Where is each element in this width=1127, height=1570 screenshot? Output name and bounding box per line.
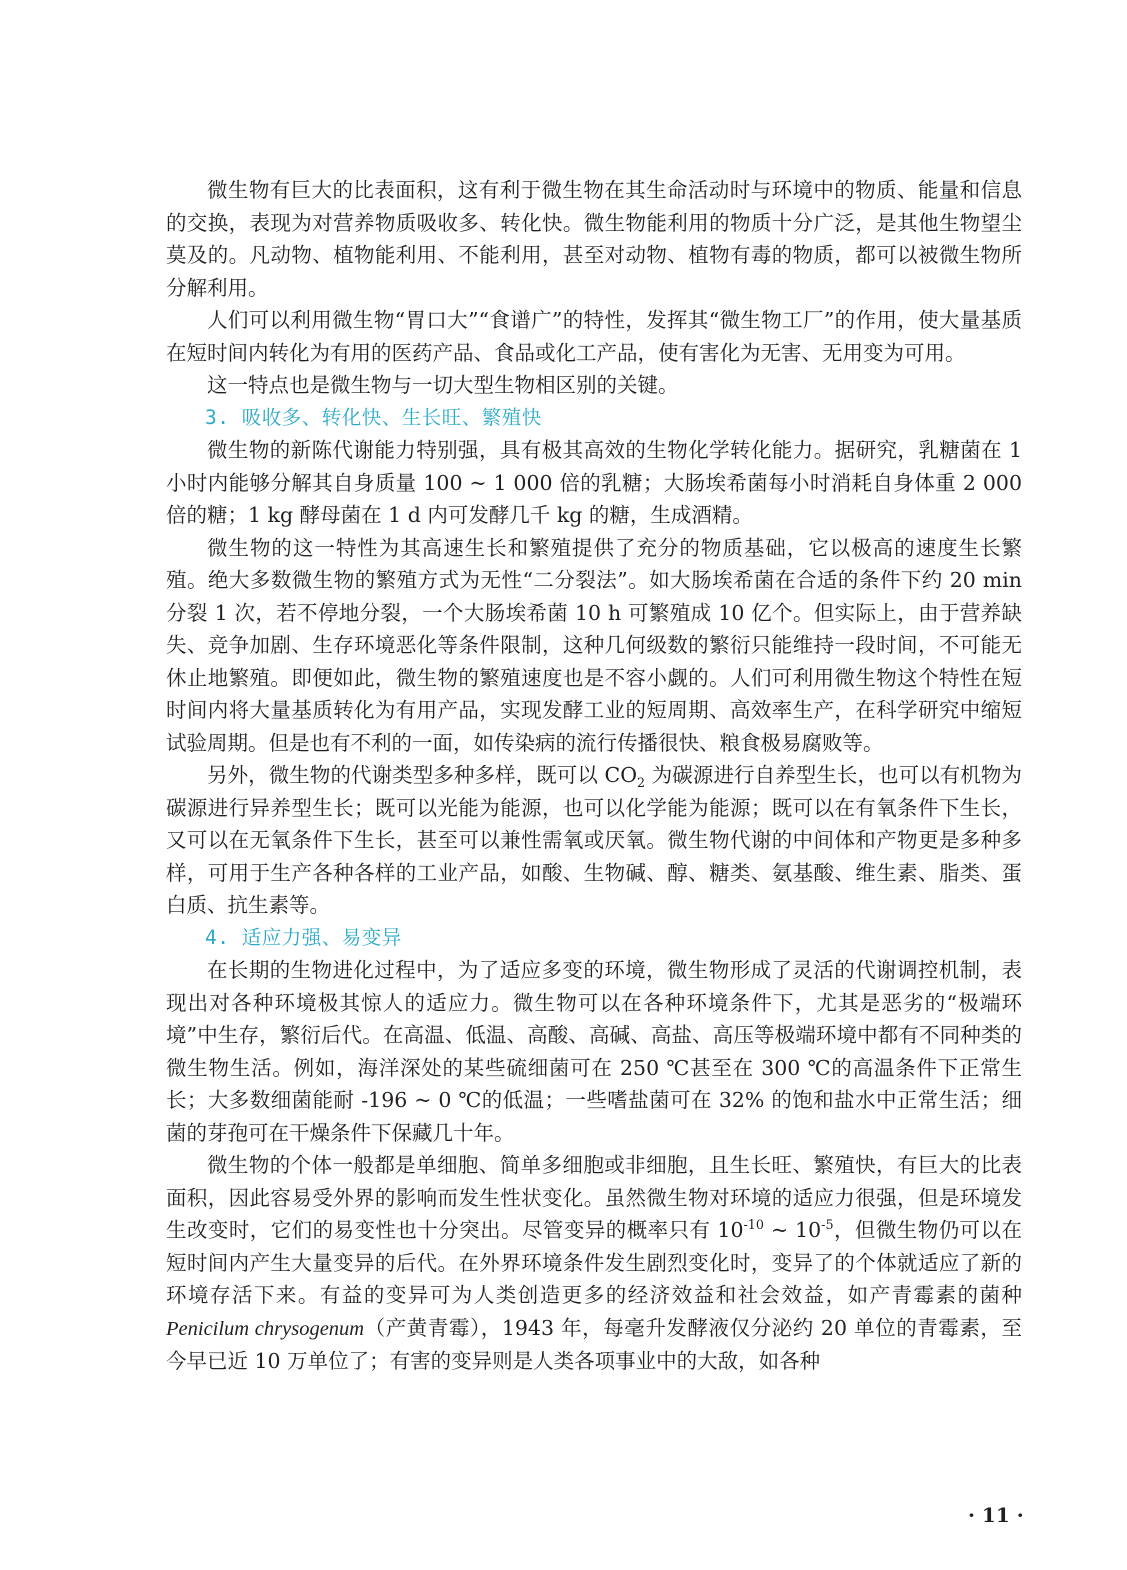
section-heading-4: 4. 适应力强、易变异 (205, 925, 402, 949)
exponent-minus-10: -10 (743, 1217, 764, 1233)
paragraph-variation-text-a: 微生物的个体一般都是单细胞、简单多细胞或非细胞，且生长旺、繁殖快，有巨大的比表面积，因此容易受外界的影响而发生性状变化。虽然微生物对环境的适应力很强，但是环境发生改变时，它们的易变性也十分突出。尽管变异的概率只有 10 (166, 1153, 1022, 1242)
paragraph-reproduction: 微生物的这一特性为其高速生长和繁殖提供了充分的物质基础，它以极高的速度生长繁殖。绝大多数微生物的繁殖方式为无性“二分裂法”。如大肠埃希菌在合适的条件下约 20 min 分裂 1 次，若不停地分裂，一个大肠埃希菌 10 h 可繁殖成 10 亿个。但实际上，由于营养缺失、竞争加剧、生存环境恶化等条件限制，这种几何级数的繁衍只能维持一段时间，不可能无休止地繁殖。即便如此，微生物的繁殖速度也是不容小觑的。人们可利用微生物这个特性在短时间内将大量基质转化为有用产品，实现发酵工业的短周期、高效率生产，在科学研究中缩短试验周期。但是也有不利的一面，如传染病的流行传播很快、粮食极易腐败等。 (166, 535, 1022, 755)
section-heading-3: 3. 吸收多、转化快、生长旺、繁殖快 (205, 405, 542, 429)
page-body (166, 174, 1022, 1378)
paragraph-surface-area: 微生物有巨大的比表面积，这有利于微生物在其生命活动时与环境中的物质、能量和信息的交换，表现为对营养物质吸收多、转化快。微生物能利用的物质十分广泛，是其他生物望尘莫及的。凡动物、植物能利用、不能利用，甚至对动物、植物有毒的物质，都可以被微生物所分解利用。 (166, 178, 1022, 300)
paragraph-variation-text-c: ，但微生物仍可以在短时间内产生大量变异的后代。在外界环境条件发生剧烈变化时，变异了的个体就适应了新的环境存活下来。有益的变异可为人类创造更多的经济效益和社会效益，如产青霉素的菌种 (166, 1218, 1023, 1307)
paragraph-variation-text-d: （产黄青霉），1943 年，每毫升发酵液仅分泌约 20 单位的青霉素，至今早已近 10 万单位了；有害的变异则是人类各项事业中的大敌，如各种 (166, 1315, 1022, 1373)
paragraph-microbial-factory: 人们可以利用微生物“胃口大”“食谱广”的特性，发挥其“微生物工厂”的作用，使大量基质在短时间内转化为有用的医药产品、食品或化工产品，使有害化为无害、无用变为可用。 (166, 308, 1022, 365)
paragraph-metabolic-types-text-b: 为碳源进行自养型生长，也可以有机物为碳源进行异养型生长；既可以光能为能源，也可以化学能为能源；既可以在有氧条件下生长，又可以在无氧条件下生长，甚至可以兼性需氧或厌氧。微生物代谢的中间体和产物更是多种多样，可用于生产各种各样的工业产品，如酸、生物碱、醇、糖类、氨基酸、维生素、脂类、蛋白质、抗生素等。 (166, 763, 1023, 917)
paragraph-variation-text-b: ~ 10 (763, 1218, 822, 1242)
species-name: Penicilum chrysogenum (166, 1317, 365, 1340)
paragraph-adaptation: 在长期的生物进化过程中，为了适应多变的环境，微生物形成了灵活的代谢调控机制，表现出对各种环境极其惊人的适应力。微生物可以在各种环境条件下，尤其是恶劣的“极端环境”中生存，繁衍后代。在高温、低温、高酸、高碱、高盐、高压等极端环境中都有不同种类的微生物生活。例如，海洋深处的某些硫细菌可在 250 ℃甚至在 300 ℃的高温条件下正常生长；大多数细菌能耐 -196 ~ 0 ℃的低温；一些嗜盐菌可在 32% 的饱和盐水中正常生活；细菌的芽孢可在干燥条件下保藏几十年。 (166, 958, 1022, 1145)
co2-subscript: 2 (637, 775, 646, 791)
paragraph-metabolism: 微生物的新陈代谢能力特别强，具有极其高效的生物化学转化能力。据研究，乳糖菌在 1 小时内能够分解其自身质量 100 ~ 1 000 倍的乳糖；大肠埃希菌每小时消耗自身体重 2 000 倍的糖；1 kg 酵母菌在 1 d 内可发酵几千 kg 的糖，生成酒精。 (166, 438, 1022, 527)
paragraph-key-difference: 这一特点也是微生物与一切大型生物相区别的关键。 (207, 373, 679, 397)
paragraph-metabolic-types-text-a: 另外，微生物的代谢类型多种多样，既可以 CO (207, 763, 638, 787)
paragraph-metabolic-types (166, 759, 1022, 922)
exponent-minus-5: -5 (821, 1217, 834, 1233)
paragraph-variation (166, 1149, 1022, 1378)
page-number: · 11 · (968, 1503, 1024, 1527)
